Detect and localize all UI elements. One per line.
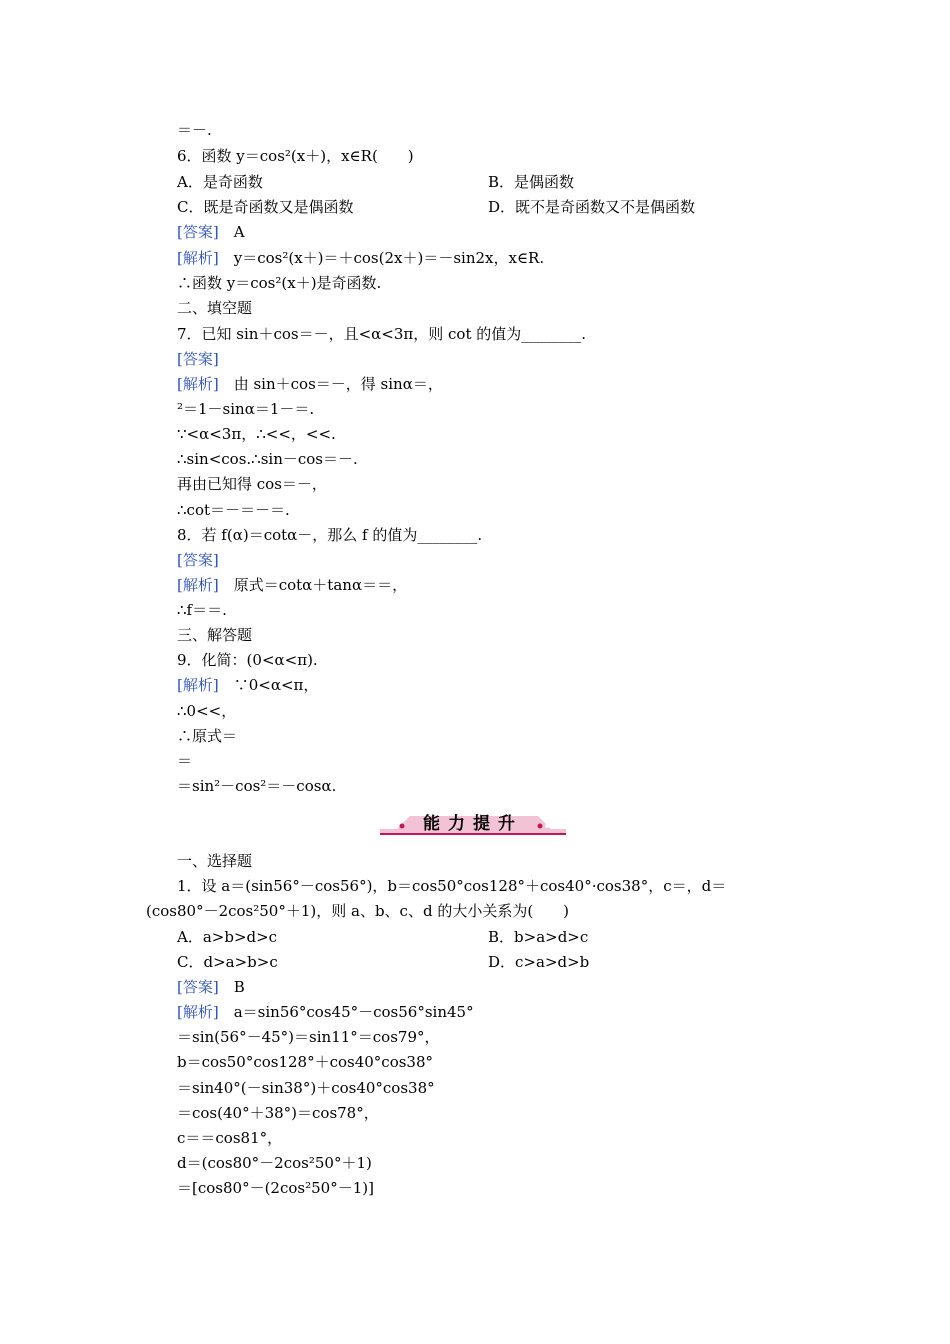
analysis-line [177, 374, 443, 394]
analysis-line [177, 675, 318, 695]
text-line: ∴f＝＝. [177, 601, 227, 619]
answer-line [177, 222, 245, 242]
analysis-text: ∵0<α<π， [218, 676, 319, 694]
text-line: ＝[cos80°－(2cos²50°－1)] [177, 1179, 374, 1197]
analysis-tag: [解析] [177, 375, 219, 393]
answer-tag: [答案] [177, 978, 219, 996]
text-line: ＝－. [177, 121, 212, 139]
option-c: C．既是奇函数又是偶函数 [177, 198, 354, 216]
question-9: 9．化简：(0<α<π). [177, 651, 318, 669]
text-line: c＝＝cos81°， [177, 1129, 283, 1147]
text-line: b＝cos50°cos128°＋cos40°cos38° [177, 1053, 434, 1071]
analysis-text: a＝sin56°cos45°－cos56°sin45° [218, 1003, 474, 1021]
banner-title: 能力提升 [423, 814, 523, 834]
answer-value: A [218, 223, 245, 241]
text-line: ∴0<<， [177, 702, 237, 720]
analysis-tag: [解析] [177, 1003, 219, 1021]
option-b: B．是偶函数 [488, 173, 575, 191]
text-line: ∴函数 y＝cos²(x＋)是奇函数. [177, 274, 382, 292]
analysis-line [177, 248, 544, 268]
analysis-tag: [解析] [177, 249, 219, 267]
text-line: ＝sin40°(－sin38°)＋cos40°cos38° [177, 1079, 435, 1097]
question-1-cont: (cos80°－2cos²50°＋1)，则 a、b、c、d 的大小关系为( ) [146, 902, 570, 920]
option-d: D．既不是奇函数又不是偶函数 [488, 198, 696, 216]
question-6: 6．函数 y＝cos²(x＋)，x∈R( ) [177, 147, 414, 165]
question-7: 7．已知 sin＋cos＝－，且<α<3π，则 cot 的值为________. [177, 325, 587, 343]
answer-tag: [答案] [177, 551, 219, 569]
question-1: 1．设 a＝(sin56°－cos56°)，b＝cos50°cos128°＋cos40°·cos38°，c＝，d＝ [177, 877, 727, 895]
answer-tag: [答案] [177, 350, 219, 368]
answer-value: B [218, 978, 245, 996]
answer-line [177, 977, 245, 997]
text-line: d＝(cos80°－2cos²50°＋1) [177, 1154, 372, 1172]
option-a: A．a>b>d>c [177, 928, 278, 946]
answer-line [177, 550, 219, 570]
text-line: ＝sin²－cos²＝－cosα. [177, 777, 337, 795]
section-heading: 一、选择题 [177, 852, 253, 870]
section-heading: 三、解答题 [177, 626, 253, 644]
section-heading: 二、填空题 [177, 299, 253, 317]
text-line: ＝cos(40°＋38°)＝cos78°， [177, 1104, 379, 1122]
text-line: 再由已知得 cos＝－， [177, 475, 327, 493]
analysis-line [177, 575, 407, 595]
text-line: ∴cot＝－＝－＝. [177, 501, 290, 519]
section-banner [380, 812, 566, 838]
option-b: B．b>a>d>c [488, 928, 589, 946]
text-line: ＝sin(56°－45°)＝sin11°＝cos79°， [177, 1028, 440, 1046]
analysis-text: y＝cos²(x＋)＝＋cos(2x＋)＝－sin2x，x∈R. [218, 249, 545, 267]
analysis-tag: [解析] [177, 676, 219, 694]
analysis-line [177, 1002, 474, 1022]
text-line: ²＝1－sinα＝1－＝. [177, 400, 315, 418]
analysis-tag: [解析] [177, 576, 219, 594]
option-d: D．c>a>d>b [488, 953, 590, 971]
analysis-text: 由 sin＋cos＝－，得 sinα＝， [218, 375, 443, 393]
text-line: ∵<α<3π，∴<<，<<. [177, 425, 336, 443]
text-line: ∴sin<cos.∴sin－cos＝－. [177, 450, 358, 468]
option-a: A．是奇函数 [177, 173, 263, 191]
text-line: ＝ [177, 752, 193, 770]
option-c: C．d>a>b>c [177, 953, 278, 971]
question-8: 8．若 f(α)＝cotα－，那么 f 的值为________. [177, 526, 483, 544]
answer-tag: [答案] [177, 223, 219, 241]
text-line: ∴原式＝ [177, 727, 238, 745]
analysis-text: 原式＝cotα＋tanα＝＝， [218, 576, 408, 594]
answer-line [177, 349, 219, 369]
